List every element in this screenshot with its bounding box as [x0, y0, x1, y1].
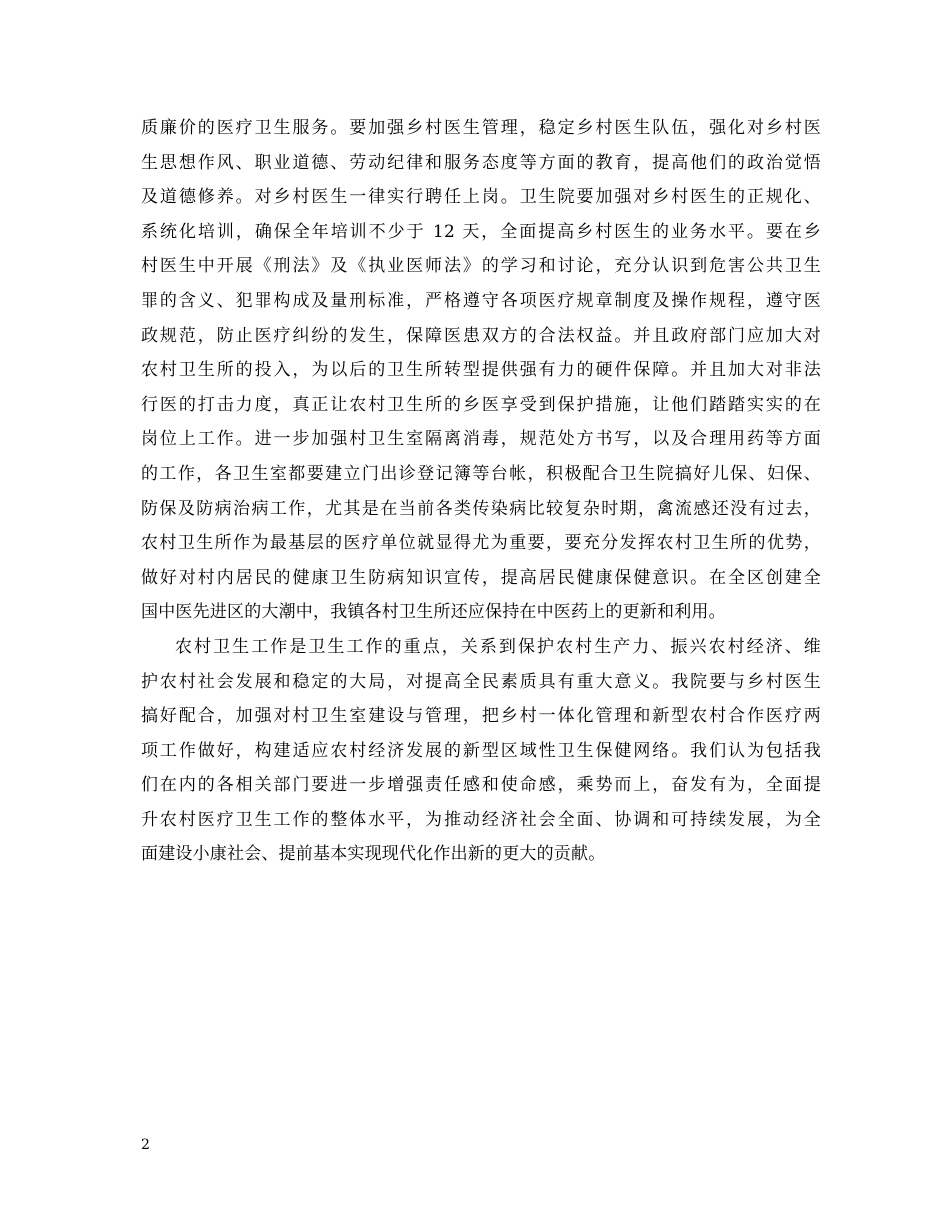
paragraph-line: 罪的含义、犯罪构成及量刑标准，严格遵守各项医疗规章制度及操作规程，遵守医	[141, 290, 821, 311]
paragraph-line: 搞好配合，加强对村卫生室建设与管理，把乡村一体化管理和新型农村合作医疗两	[141, 706, 821, 727]
paragraph-line: 农村卫生所的投入，为以后的卫生所转型提供强有力的硬件保障。并且加大对非法	[141, 360, 821, 381]
paragraph-line: 防保及防病治病工作，尤其是在当前各类传染病比较复杂时期，禽流感还没有过去，	[141, 498, 821, 519]
paragraph-1	[141, 111, 821, 630]
paragraph-line: 做好对村内居民的健康卫生防病知识宣传，提高居民健康保健意识。在全区创建全	[141, 567, 821, 588]
page-number: 2	[141, 1137, 150, 1153]
paragraph-line: 农村卫生工作是卫生工作的重点，关系到保护农村生产力、振兴农村经济、维	[175, 636, 821, 657]
paragraph-line: 岗位上工作。进一步加强村卫生室隔离消毒，规范处方书写，以及合理用药等方面	[141, 429, 821, 450]
paragraph-line: 们在内的各相关部门要进一步增强责任感和使命感，乘势而上，奋发有为，全面提	[141, 775, 821, 796]
paragraph-line: 国中医先进区的大潮中，我镇各村卫生所还应保持在中医药上的更新和利用。	[141, 602, 726, 623]
paragraph-line: 的工作，各卫生室都要建立门出诊登记簿等台帐，积极配合卫生院搞好儿保、妇保、	[141, 463, 821, 484]
paragraph-line: 及道德修养。对乡村医生一律实行聘任上岗。卫生院要加强对乡村医生的正规化、	[141, 187, 821, 208]
paragraph-line: 质廉价的医疗卫生服务。要加强乡村医生管理，稳定乡村医生队伍，强化对乡村医	[141, 118, 821, 138]
paragraph-line: 生思想作风、职业道德、劳动纪律和服务态度等方面的教育，提高他们的政治觉悟	[141, 152, 821, 173]
paragraph-line: 升农村医疗卫生工作的整体水平，为推动经济社会全面、协调和可持续发展，为全	[141, 809, 821, 830]
paragraph-line: 政规范，防止医疗纠纷的发生，保障医患双方的合法权益。并且政府部门应加大对	[141, 325, 821, 346]
paragraph-line: 系统化培训，确保全年培训不少于 12 天，全面提高乡村医生的业务水平。要在乡	[141, 221, 821, 242]
paragraph-2	[141, 630, 821, 872]
paragraph-line: 护农村社会发展和稳定的大局，对提高全民素质具有重大意义。我院要与乡村医生	[141, 671, 821, 692]
paragraph-line: 农村卫生所作为最基层的医疗单位就显得尤为重要，要充分发挥农村卫生所的优势，	[141, 533, 821, 554]
paragraph-line: 行医的打击力度，真正让农村卫生所的乡医享受到保护措施，让他们踏踏实实的在	[141, 394, 821, 415]
paragraph-line: 村医生中开展《刑法》及《执业医师法》的学习和讨论，充分认识到危害公共卫生	[141, 256, 821, 277]
body-text	[141, 111, 821, 872]
paragraph-line: 项工作做好，构建适应农村经济发展的新型区域性卫生保健网络。我们认为包括我	[141, 740, 821, 761]
paragraph-line: 面建设小康社会、提前基本实现现代化作出新的更大的贡献。	[141, 844, 606, 865]
